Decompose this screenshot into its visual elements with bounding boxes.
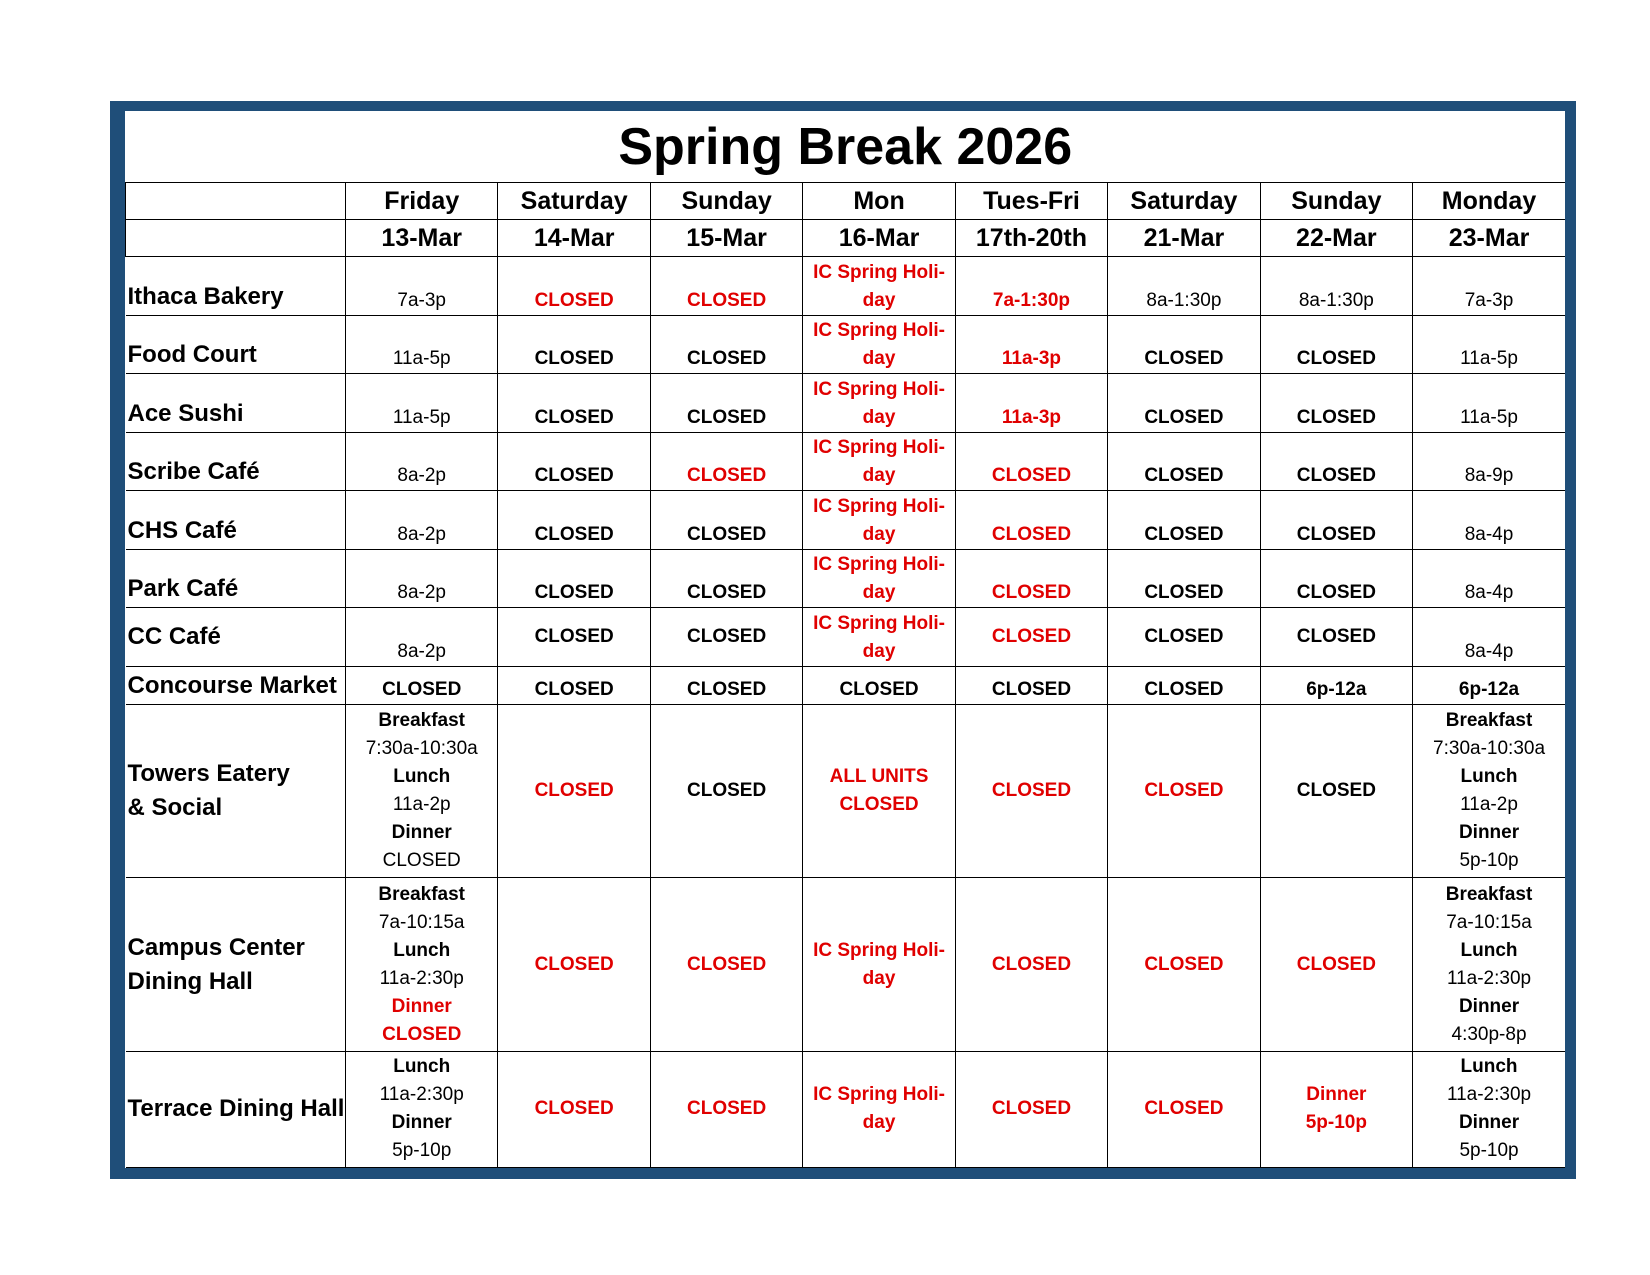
hours-text: 8a-4p	[1464, 640, 1514, 662]
hours-cell	[498, 432, 650, 491]
date-header: 15-Mar	[650, 220, 802, 257]
date-header: 17th-20th	[955, 220, 1107, 257]
hours-cell	[1108, 1051, 1260, 1167]
hours-cell	[1413, 257, 1565, 316]
hours-text: 8a-1:30p	[1298, 289, 1374, 311]
hours-text: 8a-2p	[397, 582, 447, 604]
hours-text: CLOSED	[1296, 780, 1376, 802]
hours-text: 11a-3p	[1001, 348, 1062, 370]
hours-text: 8a-4p	[1464, 523, 1514, 545]
hours-text: IC Spring Holi-	[813, 261, 945, 283]
hours-text: 11a-2:30p	[379, 1084, 464, 1106]
hours-text: CLOSED	[687, 780, 767, 802]
hours-text: 11a-3p	[1001, 406, 1062, 428]
location-name: Food Court	[126, 315, 346, 374]
hours-text: day	[862, 523, 896, 545]
page-title: Spring Break 2026	[126, 111, 1566, 183]
hours-text: CLOSED	[1296, 406, 1376, 428]
hours-cell	[955, 1051, 1107, 1167]
hours-cell	[803, 374, 955, 433]
hours-text: 11a-2p	[1460, 794, 1518, 816]
hours-text: CLOSED	[687, 582, 767, 604]
date-header: 23-Mar	[1413, 220, 1565, 257]
location-row	[126, 878, 1566, 1052]
hours-text: 7a-10:15a	[378, 911, 465, 933]
hours-text: CLOSED	[1296, 348, 1376, 370]
hours-text: Dinner	[391, 822, 452, 844]
hours-text: CLOSED	[1144, 523, 1224, 545]
location-name: Campus Center Dining Hall	[126, 878, 346, 1052]
hours-text: CLOSED	[991, 780, 1072, 802]
date-header: 14-Mar	[498, 220, 650, 257]
hours-text: 11a-5p	[392, 406, 451, 428]
location-name: Ace Sushi	[126, 374, 346, 433]
hours-text: 5p-10p	[392, 1140, 452, 1162]
hours-text: CLOSED	[991, 953, 1072, 975]
hours-cell	[498, 878, 650, 1052]
hours-cell	[803, 608, 955, 667]
hours-text: ALL UNITS	[829, 766, 929, 788]
location-name: CHS Café	[126, 491, 346, 550]
hours-cell	[1108, 549, 1260, 608]
location-row	[126, 1051, 1566, 1167]
hours-cell	[803, 666, 955, 704]
location-row	[126, 315, 1566, 374]
hours-cell	[1413, 608, 1565, 667]
hours-text: CLOSED	[534, 780, 614, 802]
title-row	[126, 111, 1566, 183]
day-header: Saturday	[1108, 183, 1260, 220]
date-header: 22-Mar	[1260, 220, 1412, 257]
hours-text: Lunch	[393, 939, 451, 961]
hours-text: CLOSED	[382, 1023, 462, 1045]
hours-cell	[650, 1051, 802, 1167]
hours-text: CLOSED	[1144, 348, 1224, 370]
day-header: Saturday	[498, 183, 650, 220]
hours-cell	[498, 315, 650, 374]
hours-cell	[346, 666, 498, 704]
hours-text: 11a-2:30p	[379, 967, 464, 989]
hours-cell	[955, 491, 1107, 550]
hours-cell	[1260, 1051, 1412, 1167]
hours-cell	[1413, 549, 1565, 608]
hours-text: IC Spring Holi-	[813, 939, 945, 961]
hours-cell	[1108, 257, 1260, 316]
hours-text: Lunch	[393, 1056, 451, 1078]
hours-cell	[498, 374, 650, 433]
hours-text: CLOSED	[1144, 406, 1224, 428]
hours-text: Lunch	[393, 766, 451, 788]
hours-text: 8a-1:30p	[1146, 289, 1222, 311]
date-header: 21-Mar	[1108, 220, 1260, 257]
hours-text: day	[862, 406, 896, 428]
hours-cell	[1108, 704, 1260, 878]
hours-text: CLOSED	[687, 289, 767, 311]
hours-cell	[650, 666, 802, 704]
hours-text: CLOSED	[534, 582, 614, 604]
hours-cell	[955, 704, 1107, 878]
hours-text: CLOSED	[534, 626, 614, 648]
hours-text: CLOSED	[687, 523, 767, 545]
hours-text: CLOSED	[687, 678, 767, 700]
hours-text: Dinner	[1306, 1084, 1367, 1106]
hours-cell	[1108, 666, 1260, 704]
hours-cell	[650, 491, 802, 550]
hours-cell	[346, 315, 498, 374]
hours-cell	[803, 1051, 955, 1167]
hours-text: 5p-10p	[1305, 1112, 1367, 1134]
hours-text: CLOSED	[991, 523, 1072, 545]
hours-text: CLOSED	[534, 678, 614, 700]
schedule-sheet	[125, 111, 1565, 1168]
hours-text: CLOSED	[687, 406, 767, 428]
hours-cell	[1108, 432, 1260, 491]
hours-cell	[1413, 704, 1565, 878]
hours-text: CLOSED	[991, 582, 1072, 604]
hours-text: CLOSED	[1296, 465, 1376, 487]
hours-text: IC Spring Holi-	[813, 437, 945, 459]
hours-text: Breakfast	[1445, 710, 1533, 732]
hours-text: Breakfast	[1445, 883, 1533, 905]
hours-text: IC Spring Holi-	[813, 1084, 945, 1106]
hours-cell	[1260, 432, 1412, 491]
hours-cell	[650, 608, 802, 667]
hours-text: Lunch	[1460, 939, 1518, 961]
hours-cell	[498, 608, 650, 667]
date-header-row	[126, 220, 1566, 257]
hours-cell	[1108, 878, 1260, 1052]
hours-cell	[955, 374, 1107, 433]
hours-cell	[1413, 432, 1565, 491]
hours-text: 5p-10p	[1459, 850, 1519, 872]
hours-cell	[346, 374, 498, 433]
hours-cell	[803, 491, 955, 550]
hours-text: Lunch	[1460, 1056, 1518, 1078]
day-header-row	[126, 183, 1566, 220]
hours-text: CLOSED	[1144, 626, 1224, 648]
hours-cell	[346, 704, 498, 878]
date-header: 13-Mar	[346, 220, 498, 257]
hours-text: CLOSED	[839, 794, 919, 816]
location-name: Ithaca Bakery	[126, 257, 346, 316]
location-row	[126, 704, 1566, 878]
hours-text: Lunch	[1460, 766, 1518, 788]
hours-text: CLOSED	[1296, 523, 1376, 545]
location-name: Park Café	[126, 549, 346, 608]
hours-cell	[955, 666, 1107, 704]
hours-text: CLOSED	[687, 348, 767, 370]
hours-text: CLOSED	[534, 289, 614, 311]
location-row	[126, 608, 1566, 667]
hours-cell	[650, 432, 802, 491]
hours-cell	[498, 1051, 650, 1167]
hours-text: IC Spring Holi-	[813, 320, 945, 342]
location-name: Terrace Dining Hall	[126, 1051, 346, 1167]
hours-cell	[1413, 878, 1565, 1052]
hours-text: CLOSED	[687, 626, 767, 648]
hours-cell	[650, 878, 802, 1052]
hours-cell	[346, 432, 498, 491]
header-corner	[126, 183, 346, 220]
hours-text: CLOSED	[534, 523, 614, 545]
hours-text: 7a-3p	[397, 289, 447, 311]
hours-cell	[955, 257, 1107, 316]
hours-text: CLOSED	[1296, 953, 1376, 975]
hours-text: CLOSED	[1144, 780, 1224, 802]
hours-cell	[1260, 704, 1412, 878]
hours-text: CLOSED	[1144, 582, 1224, 604]
hours-text: Dinner	[391, 995, 452, 1017]
hours-cell	[1260, 257, 1412, 316]
hours-cell	[1260, 315, 1412, 374]
location-row	[126, 549, 1566, 608]
hours-text: Dinner	[391, 1112, 452, 1134]
hours-text: 11a-2p	[392, 794, 451, 816]
hours-text: CLOSED	[382, 850, 461, 872]
hours-cell	[955, 315, 1107, 374]
hours-text: CLOSED	[687, 953, 767, 975]
hours-text: 7:30a-10:30a	[1433, 738, 1546, 760]
hours-text: CLOSED	[1144, 465, 1224, 487]
hours-text: 8a-2p	[397, 640, 447, 662]
location-row	[126, 432, 1566, 491]
hours-text: CLOSED	[534, 1098, 614, 1120]
hours-text: IC Spring Holi-	[813, 554, 945, 576]
location-row	[126, 374, 1566, 433]
hours-cell	[650, 374, 802, 433]
hours-text: CLOSED	[1144, 953, 1224, 975]
hours-text: IC Spring Holi-	[813, 612, 945, 634]
hours-cell	[803, 704, 955, 878]
hours-text: day	[862, 582, 896, 604]
hours-text: CLOSED	[687, 1098, 767, 1120]
hours-text: 7:30a-10:30a	[365, 738, 478, 760]
date-header: 16-Mar	[803, 220, 955, 257]
hours-text: 5p-10p	[1459, 1140, 1519, 1162]
hours-text: Dinner	[1458, 1112, 1520, 1134]
hours-text: IC Spring Holi-	[813, 378, 945, 400]
hours-text: CLOSED	[991, 626, 1072, 648]
hours-cell	[1260, 549, 1412, 608]
hours-text: day	[862, 1112, 896, 1134]
hours-text: 7a-3p	[1464, 289, 1514, 311]
hours-text: day	[862, 640, 896, 662]
hours-cell	[955, 432, 1107, 491]
hours-cell	[803, 432, 955, 491]
hours-cell	[1413, 315, 1565, 374]
day-header: Sunday	[1260, 183, 1412, 220]
hours-text: 8a-9p	[1464, 465, 1514, 487]
location-name: CC Café	[126, 608, 346, 667]
hours-cell	[1260, 608, 1412, 667]
hours-cell	[955, 608, 1107, 667]
hours-text: CLOSED	[1144, 1098, 1224, 1120]
hours-cell	[1108, 374, 1260, 433]
hours-cell	[346, 257, 498, 316]
hours-text: 11a-5p	[1460, 406, 1518, 428]
hours-cell	[1260, 666, 1412, 704]
location-name: Towers Eatery & Social	[126, 704, 346, 878]
hours-cell	[650, 549, 802, 608]
hours-text: 8a-2p	[397, 465, 447, 487]
hours-text: 8a-4p	[1464, 582, 1514, 604]
hours-cell	[498, 257, 650, 316]
day-header: Mon	[803, 183, 955, 220]
hours-text: CLOSED	[687, 465, 767, 487]
hours-text: CLOSED	[534, 465, 614, 487]
hours-text: CLOSED	[1296, 626, 1376, 648]
hours-text: 11a-5p	[392, 348, 451, 370]
hours-cell	[955, 878, 1107, 1052]
hours-cell	[346, 608, 498, 667]
hours-cell	[346, 1051, 498, 1167]
hours-cell	[346, 549, 498, 608]
hours-text: 11a-2:30p	[1446, 1084, 1532, 1106]
hours-cell	[498, 549, 650, 608]
hours-cell	[803, 878, 955, 1052]
hours-text: Breakfast	[378, 883, 466, 905]
hours-cell	[803, 257, 955, 316]
hours-text: day	[862, 967, 896, 989]
hours-text: 7a-1:30p	[992, 289, 1071, 311]
hours-cell	[346, 878, 498, 1052]
hours-cell	[498, 491, 650, 550]
day-header: Friday	[346, 183, 498, 220]
hours-text: CLOSED	[534, 953, 614, 975]
hours-cell	[498, 704, 650, 878]
hours-text: CLOSED	[1296, 582, 1376, 604]
hours-text: 6p-12a	[1458, 678, 1520, 700]
location-row	[126, 666, 1566, 704]
hours-cell	[1413, 491, 1565, 550]
hours-text: CLOSED	[991, 465, 1072, 487]
hours-text: Dinner	[1458, 995, 1520, 1017]
day-header: Monday	[1413, 183, 1565, 220]
hours-text: CLOSED	[991, 678, 1072, 700]
location-row	[126, 257, 1566, 316]
location-name: Concourse Market	[126, 666, 346, 704]
hours-text: 8a-2p	[397, 523, 447, 545]
hours-cell	[1260, 374, 1412, 433]
hours-text: CLOSED	[839, 678, 919, 700]
day-header: Sunday	[650, 183, 802, 220]
hours-cell	[955, 549, 1107, 608]
hours-cell	[650, 704, 802, 878]
hours-text: CLOSED	[1144, 678, 1224, 700]
hours-text: CLOSED	[534, 406, 614, 428]
hours-cell	[346, 491, 498, 550]
hours-cell	[498, 666, 650, 704]
hours-text: 11a-2:30p	[1446, 967, 1532, 989]
hours-cell	[1413, 1051, 1565, 1167]
header-corner	[126, 220, 346, 257]
hours-cell	[650, 315, 802, 374]
hours-text: 6p-12a	[1306, 678, 1367, 700]
hours-text: day	[862, 465, 896, 487]
hours-cell	[1108, 491, 1260, 550]
hours-text: Dinner	[1458, 822, 1520, 844]
hours-text: IC Spring Holi-	[813, 495, 945, 517]
hours-text: 11a-5p	[1460, 348, 1518, 370]
hours-cell	[803, 315, 955, 374]
hours-text: CLOSED	[991, 1098, 1072, 1120]
hours-cell	[803, 549, 955, 608]
location-name: Scribe Café	[126, 432, 346, 491]
hours-cell	[1108, 608, 1260, 667]
hours-text: CLOSED	[534, 348, 614, 370]
hours-text: day	[862, 289, 896, 311]
hours-text: CLOSED	[382, 678, 462, 700]
hours-text: Breakfast	[378, 710, 466, 732]
hours-text: day	[862, 348, 896, 370]
hours-cell	[1260, 491, 1412, 550]
hours-cell	[650, 257, 802, 316]
hours-text: 4:30p-8p	[1451, 1023, 1527, 1045]
hours-text: 7a-10:15a	[1446, 911, 1532, 933]
hours-cell	[1260, 878, 1412, 1052]
hours-cell	[1413, 374, 1565, 433]
hours-cell	[1413, 666, 1565, 704]
hours-cell	[1108, 315, 1260, 374]
location-row	[126, 491, 1566, 550]
hours-table	[125, 111, 1565, 1168]
day-header: Tues-Fri	[955, 183, 1107, 220]
